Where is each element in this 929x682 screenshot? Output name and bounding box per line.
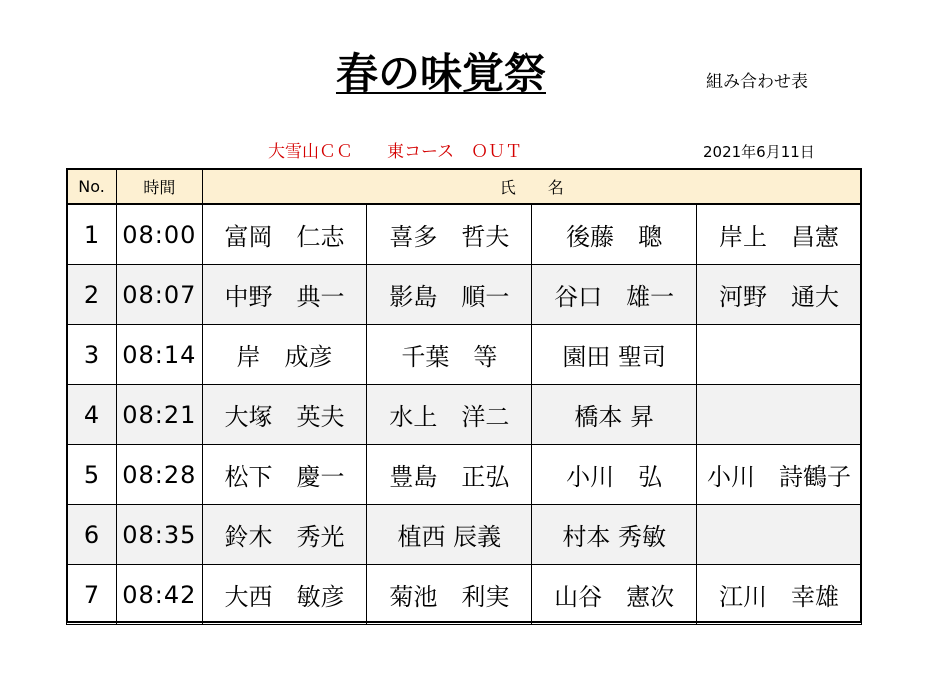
page-title: 春の味覚祭 — [335, 49, 546, 98]
player-name: 喜多 哲夫 — [367, 204, 532, 265]
player-name: 橋本 昇 — [532, 385, 697, 445]
row-number: 1 — [67, 204, 117, 265]
player-name: 小川 弘 — [532, 445, 697, 505]
player-name: 谷口 雄一 — [532, 265, 697, 325]
tee-time: 08:00 — [117, 204, 203, 265]
player-name: 水上 洋二 — [367, 385, 532, 445]
player-name: 影島 順一 — [367, 265, 532, 325]
table-row — [67, 204, 862, 265]
table-row — [67, 385, 862, 445]
row-number: 6 — [67, 505, 117, 565]
header-no: No. — [67, 169, 117, 205]
player-name: 江川 幸雄 — [697, 565, 862, 625]
player-name: 鈴木 秀光 — [202, 505, 367, 565]
row-number: 2 — [67, 265, 117, 325]
table-row — [67, 565, 862, 625]
player-name: 岸上 昌憲 — [697, 204, 862, 265]
player-name: 大塚 英夫 — [202, 385, 367, 445]
player-name: 植西 辰義 — [367, 505, 532, 565]
header-name: 氏 名 — [202, 169, 861, 205]
document-subtitle: 組み合わせ表 — [706, 72, 808, 92]
player-name: 小川 詩鶴子 — [697, 445, 862, 505]
event-date: 2021年6月11日 — [703, 143, 815, 161]
course-name: 大雪山ＣＣ 東コース ＯＵＴ — [268, 142, 523, 162]
player-name: 千葉 等 — [367, 325, 532, 385]
player-name: 大西 敏彦 — [202, 565, 367, 625]
player-name: 岸 成彦 — [202, 325, 367, 385]
player-name: 園田 聖司 — [532, 325, 697, 385]
row-number: 3 — [67, 325, 117, 385]
player-name: 河野 通大 — [697, 265, 862, 325]
tee-time: 08:14 — [117, 325, 203, 385]
tee-time: 08:35 — [117, 505, 203, 565]
player-name — [697, 325, 862, 385]
player-name — [697, 505, 862, 565]
table-row — [67, 325, 862, 385]
player-name: 村本 秀敏 — [532, 505, 697, 565]
player-name — [697, 385, 862, 445]
tee-time: 08:21 — [117, 385, 203, 445]
table-row — [67, 445, 862, 505]
player-name: 菊池 利実 — [367, 565, 532, 625]
row-number: 4 — [67, 385, 117, 445]
player-name: 中野 典一 — [202, 265, 367, 325]
player-name: 山谷 憲次 — [532, 565, 697, 625]
table-header-row — [67, 169, 862, 205]
row-number: 7 — [67, 565, 117, 625]
row-number: 5 — [67, 445, 117, 505]
player-name: 豊島 正弘 — [367, 445, 532, 505]
player-name: 後藤 聰 — [532, 204, 697, 265]
tee-time: 08:28 — [117, 445, 203, 505]
table-row — [67, 505, 862, 565]
pairing-table — [66, 168, 862, 625]
player-name: 松下 慶一 — [202, 445, 367, 505]
tee-time: 08:42 — [117, 565, 203, 625]
player-name: 富岡 仁志 — [202, 204, 367, 265]
tee-time: 08:07 — [117, 265, 203, 325]
header-time: 時間 — [117, 169, 203, 205]
table-row — [67, 265, 862, 325]
